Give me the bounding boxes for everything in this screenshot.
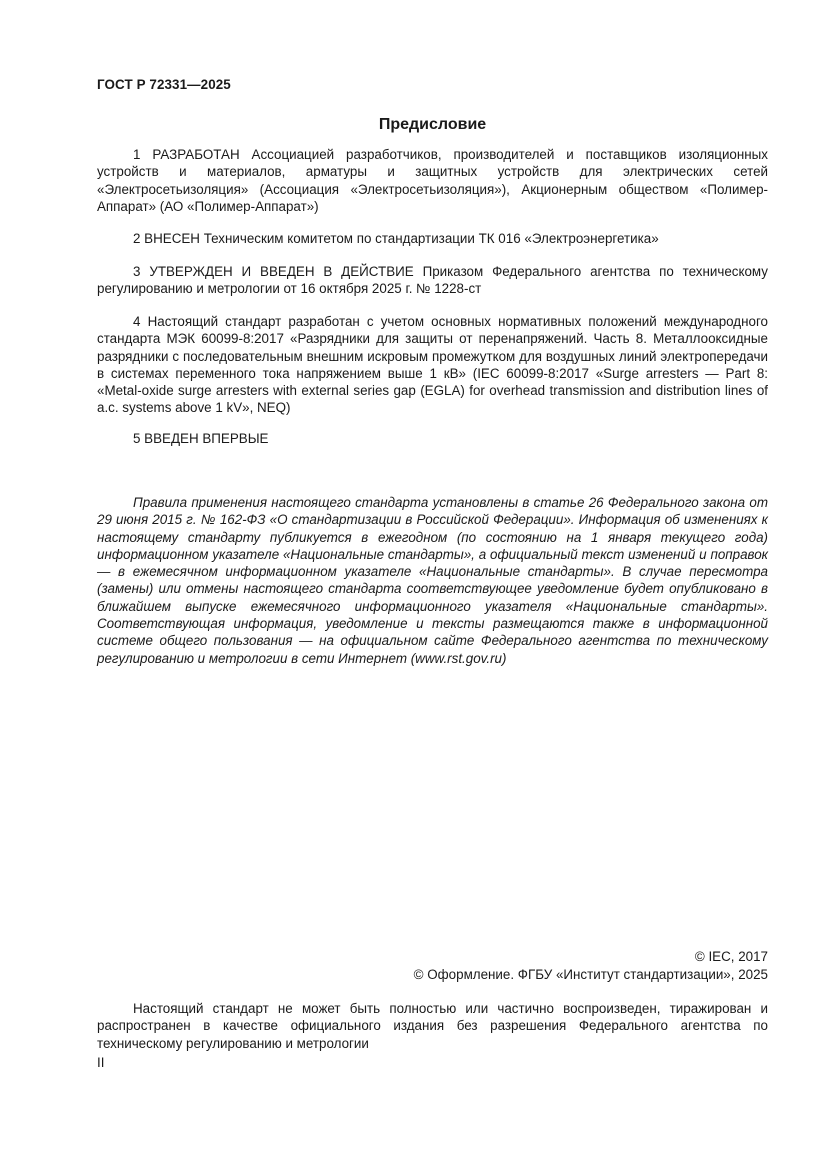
page-number: II	[97, 1055, 105, 1070]
foreword-item-basis: 4 Настоящий стандарт разработан с учетом основных нормативных положений международного стандарта МЭК 60099-8:2017 «Разрядники для защиты от перенапряжений. Часть 8. Металлооксидные разрядники с последовательным внешним искровым промежутком для воздушных линий электропередачи в системах переменного тока напряжением выше 1 кВ» (IEC 60099-8:2017 «Surge arresters — Part 8: «Metal-oxide surge arresters with external series gap (EGLA) for overhead transmission and distribution lines of a.c. systems above 1 kV», NEQ)	[97, 314, 768, 416]
foreword-item-introduced: 2 ВНЕСЕН Техническим комитетом по стандартизации ТК 016 «Электроэнергетика»	[133, 231, 659, 246]
foreword-item-approved: 3 УТВЕРЖДЕН И ВВЕДЕН В ДЕЙСТВИЕ Приказом Федерального агентства по техническому регулированию и метрологии от 16 октября 2025 г. № 1228-ст	[97, 264, 768, 297]
foreword-item-developed: 1 РАЗРАБОТАН Ассоциацией разработчиков, производителей и поставщиков изоляционных устройств и материалов, арматуры и защитных устройств для электрических сетей «Электросетьизоляция» (Ассоциация «Электросетьизоляция»), Акционерным обществом «Полимер-Аппарат» (АО «Полимер-Аппарат»)	[97, 147, 768, 214]
copyright-design: © Оформление. ФГБУ «Институт стандартизации», 2025	[413, 967, 768, 982]
reproduction-notice: Настоящий стандарт не может быть полностью или частично воспроизведен, тиражирован и распространен в качестве официального издания без разрешения Федерального агентства по техническому регулированию и метрологии	[97, 1001, 768, 1051]
copyright-block	[97, 948, 768, 984]
foreword-item-first-introduced: 5 ВВЕДЕН ВПЕРВЫЕ	[133, 431, 269, 446]
standard-designation: ГОСТ Р 72331—2025	[97, 77, 231, 92]
copyright-iec: © IEC, 2017	[694, 949, 768, 964]
application-rules-notice: Правила применения настоящего стандарта установлены в статье 26 Федерального закона от 29 июня 2015 г. № 162-ФЗ «О стандартизации в Российской Федерации». Информация об изменениях к настоящему стандарту публикуется в ежегодном (по состоянию на 1 января текущего года) информационном указателе «Национальные стандарты», а официальный текст изменений и поправок — в ежемесячном информационном указателе «Национальные стандарты». В случае пересмотра (замены) или отмены настоящего стандарта соответствующее уведомление будет опубликовано в ближайшем выпуске ежемесячного информационного указателя «Национальные стандарты». Соответствующая информация, уведомление и тексты размещаются также в информационной системе общего пользования — на официальном сайте Федерального агентства по техническому регулированию и метрологии в сети Интернет (www.rst.gov.ru)	[97, 495, 768, 666]
page-title: Предисловие	[378, 116, 487, 133]
